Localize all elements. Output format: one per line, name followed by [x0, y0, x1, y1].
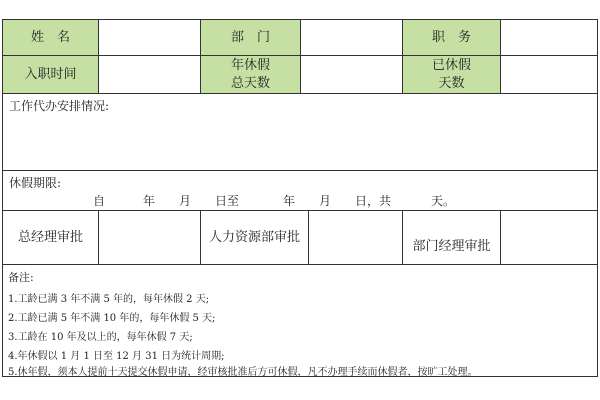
dept-manager-approval-label: 部门经理审批: [403, 211, 501, 265]
department-value[interactable]: [301, 20, 403, 56]
gm-approval-label: 总经理审批: [3, 211, 99, 265]
name-value[interactable]: [99, 20, 201, 56]
note-item: 5.休年假，须本人提前十天提交休假申请，经审核批准后方可休假，凡不办理手续而休假者，按旷工处理。: [8, 367, 478, 378]
leave-from: 自: [93, 194, 106, 208]
department-label: 部 门: [201, 20, 301, 56]
leave-taken-value[interactable]: [501, 56, 597, 94]
leave-day-total: 日，共: [355, 194, 392, 208]
work-arrangement-label: 工作代办安排情况:: [9, 99, 110, 113]
dept-manager-approval-value[interactable]: [501, 211, 597, 265]
hr-approval-label: 人力资源部审批: [201, 211, 309, 265]
work-arrangement-section[interactable]: [3, 94, 597, 171]
annual-leave-total-value[interactable]: [301, 56, 403, 94]
position-value[interactable]: [501, 20, 597, 56]
annual-leave-form: [2, 19, 598, 377]
leave-month-1: 月: [179, 194, 192, 208]
leave-period-label: 休假期限:: [9, 176, 62, 190]
position-label: 职 务: [403, 20, 501, 56]
gm-approval-value[interactable]: [99, 211, 201, 265]
leave-year-2: 年: [283, 194, 296, 208]
leave-day-to: 日至: [215, 194, 240, 208]
note-item: 4.年休假以 1 月 1 日至 12 月 31 日为统计周期;: [8, 351, 225, 362]
leave-days: 天。: [431, 194, 456, 208]
note-item: 2.工龄已满 5 年不满 10 年的，每年休假 5 天;: [8, 313, 216, 324]
leave-period-section: [3, 171, 597, 211]
entry-time-label: 入职时间: [3, 56, 99, 94]
hr-approval-value[interactable]: [309, 211, 403, 265]
notes-title: 备注:: [8, 271, 34, 284]
leave-month-2: 月: [319, 194, 332, 208]
leave-taken-label: 已休假 天数: [403, 56, 501, 94]
entry-time-value[interactable]: [99, 56, 201, 94]
notes-section: [3, 265, 597, 376]
note-item: 1.工龄已满 3 年不满 5 年的，每年休假 2 天;: [8, 294, 210, 305]
name-label: 姓 名: [3, 20, 99, 56]
annual-leave-total-label: 年休假 总天数: [201, 56, 301, 94]
note-item: 3.工龄在 10 年及以上的，每年休假 7 天;: [8, 332, 193, 343]
leave-year-1: 年: [143, 194, 156, 208]
